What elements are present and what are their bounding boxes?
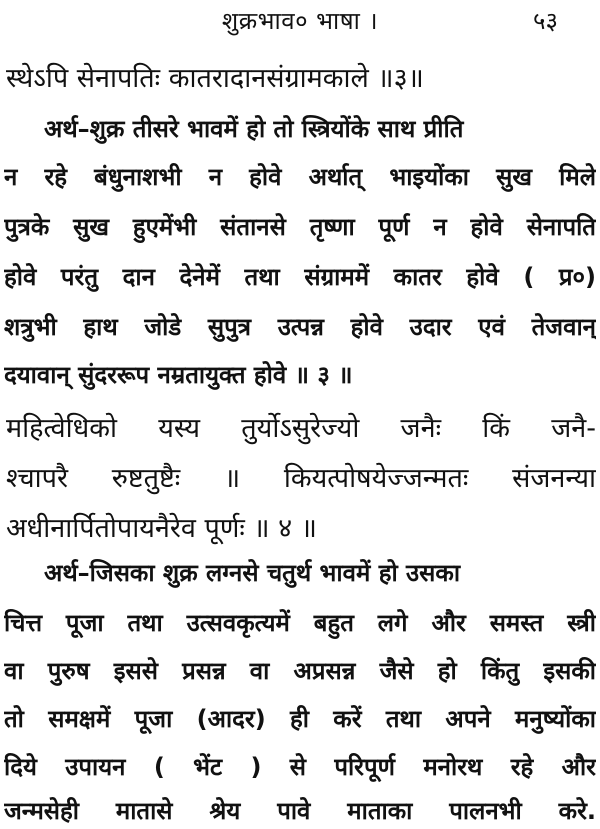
meaning-3-line-6: दयावान् सुंदररूप नम्रतायुक्त होवे ॥ ३ ॥ [4, 361, 353, 389]
verse-4-line-1: महित्वेधिको यस्य तुर्योऽसुरेज्यो जनैः किं जनै- [6, 413, 596, 444]
meaning-3-line-4: होवे परंतु दान देनेमें तथा संग्राममें कातर होवे ( प्र०) [4, 263, 596, 291]
meaning-4-line-5: दिये उपायन ( भेंट ) से परिपूर्ण मनोरथ रहे और [4, 753, 596, 781]
meaning-3-line-5: शत्रुभी हाथ जोडे सुपुत्र उत्पन्न होवे उदार एवं तेजवान् [4, 313, 596, 341]
running-title: शुक्रभाव० भाषा । [221, 7, 379, 35]
verse-4-line-3: अधीनार्पितोपायनैरेव पूर्णः ॥ ४ ॥ [6, 513, 317, 544]
page-header [0, 2, 600, 42]
meaning-3-line-1: अर्थ–शुक्र तीसरे भावमें हो तो स्त्रियोंके साथ प्रीति [44, 115, 464, 143]
meaning-3-line-2: न रहे बंधुनाशभी न होवे अर्थात् भाइयोंका सुख मिले [4, 163, 596, 191]
meaning-4-line-4: तो समक्षमें पूजा (आदर) ही करें तथा अपने मनुष्योंका [4, 705, 596, 733]
meaning-4-line-1: अर्थ–जिसका शुक्र लग्नसे चतुर्थ भावमें हो उसका [44, 559, 461, 587]
meaning-4-line-3: वा पुरुष इससे प्रसन्न वा अप्रसन्न जैसे हो किंतु इसकी [4, 657, 596, 685]
verse-3-line: स्थेऽपि सेनापतिः कातरादानसंग्रामकाले ॥३॥ [6, 63, 424, 94]
page-number: ५३ [533, 7, 558, 35]
meaning-4-line-6: जन्मसेही मातासे श्रेय पावे माताका पालनभी करे. [4, 797, 596, 825]
verse-4-line-2: श्चापरै रुष्टतुष्टैः ॥ कियत्पोषयेज्जन्मतः संजनन्या [6, 463, 596, 494]
meaning-3-line-3: पुत्रके सुख हुएमेंभी संतानसे तृष्णा पूर्ण न होवे सेनापति [4, 213, 596, 241]
meaning-4-line-2: चित्त पूजा तथा उत्सवकृत्यमें बहुत लगे और समस्त स्त्री [4, 609, 596, 637]
